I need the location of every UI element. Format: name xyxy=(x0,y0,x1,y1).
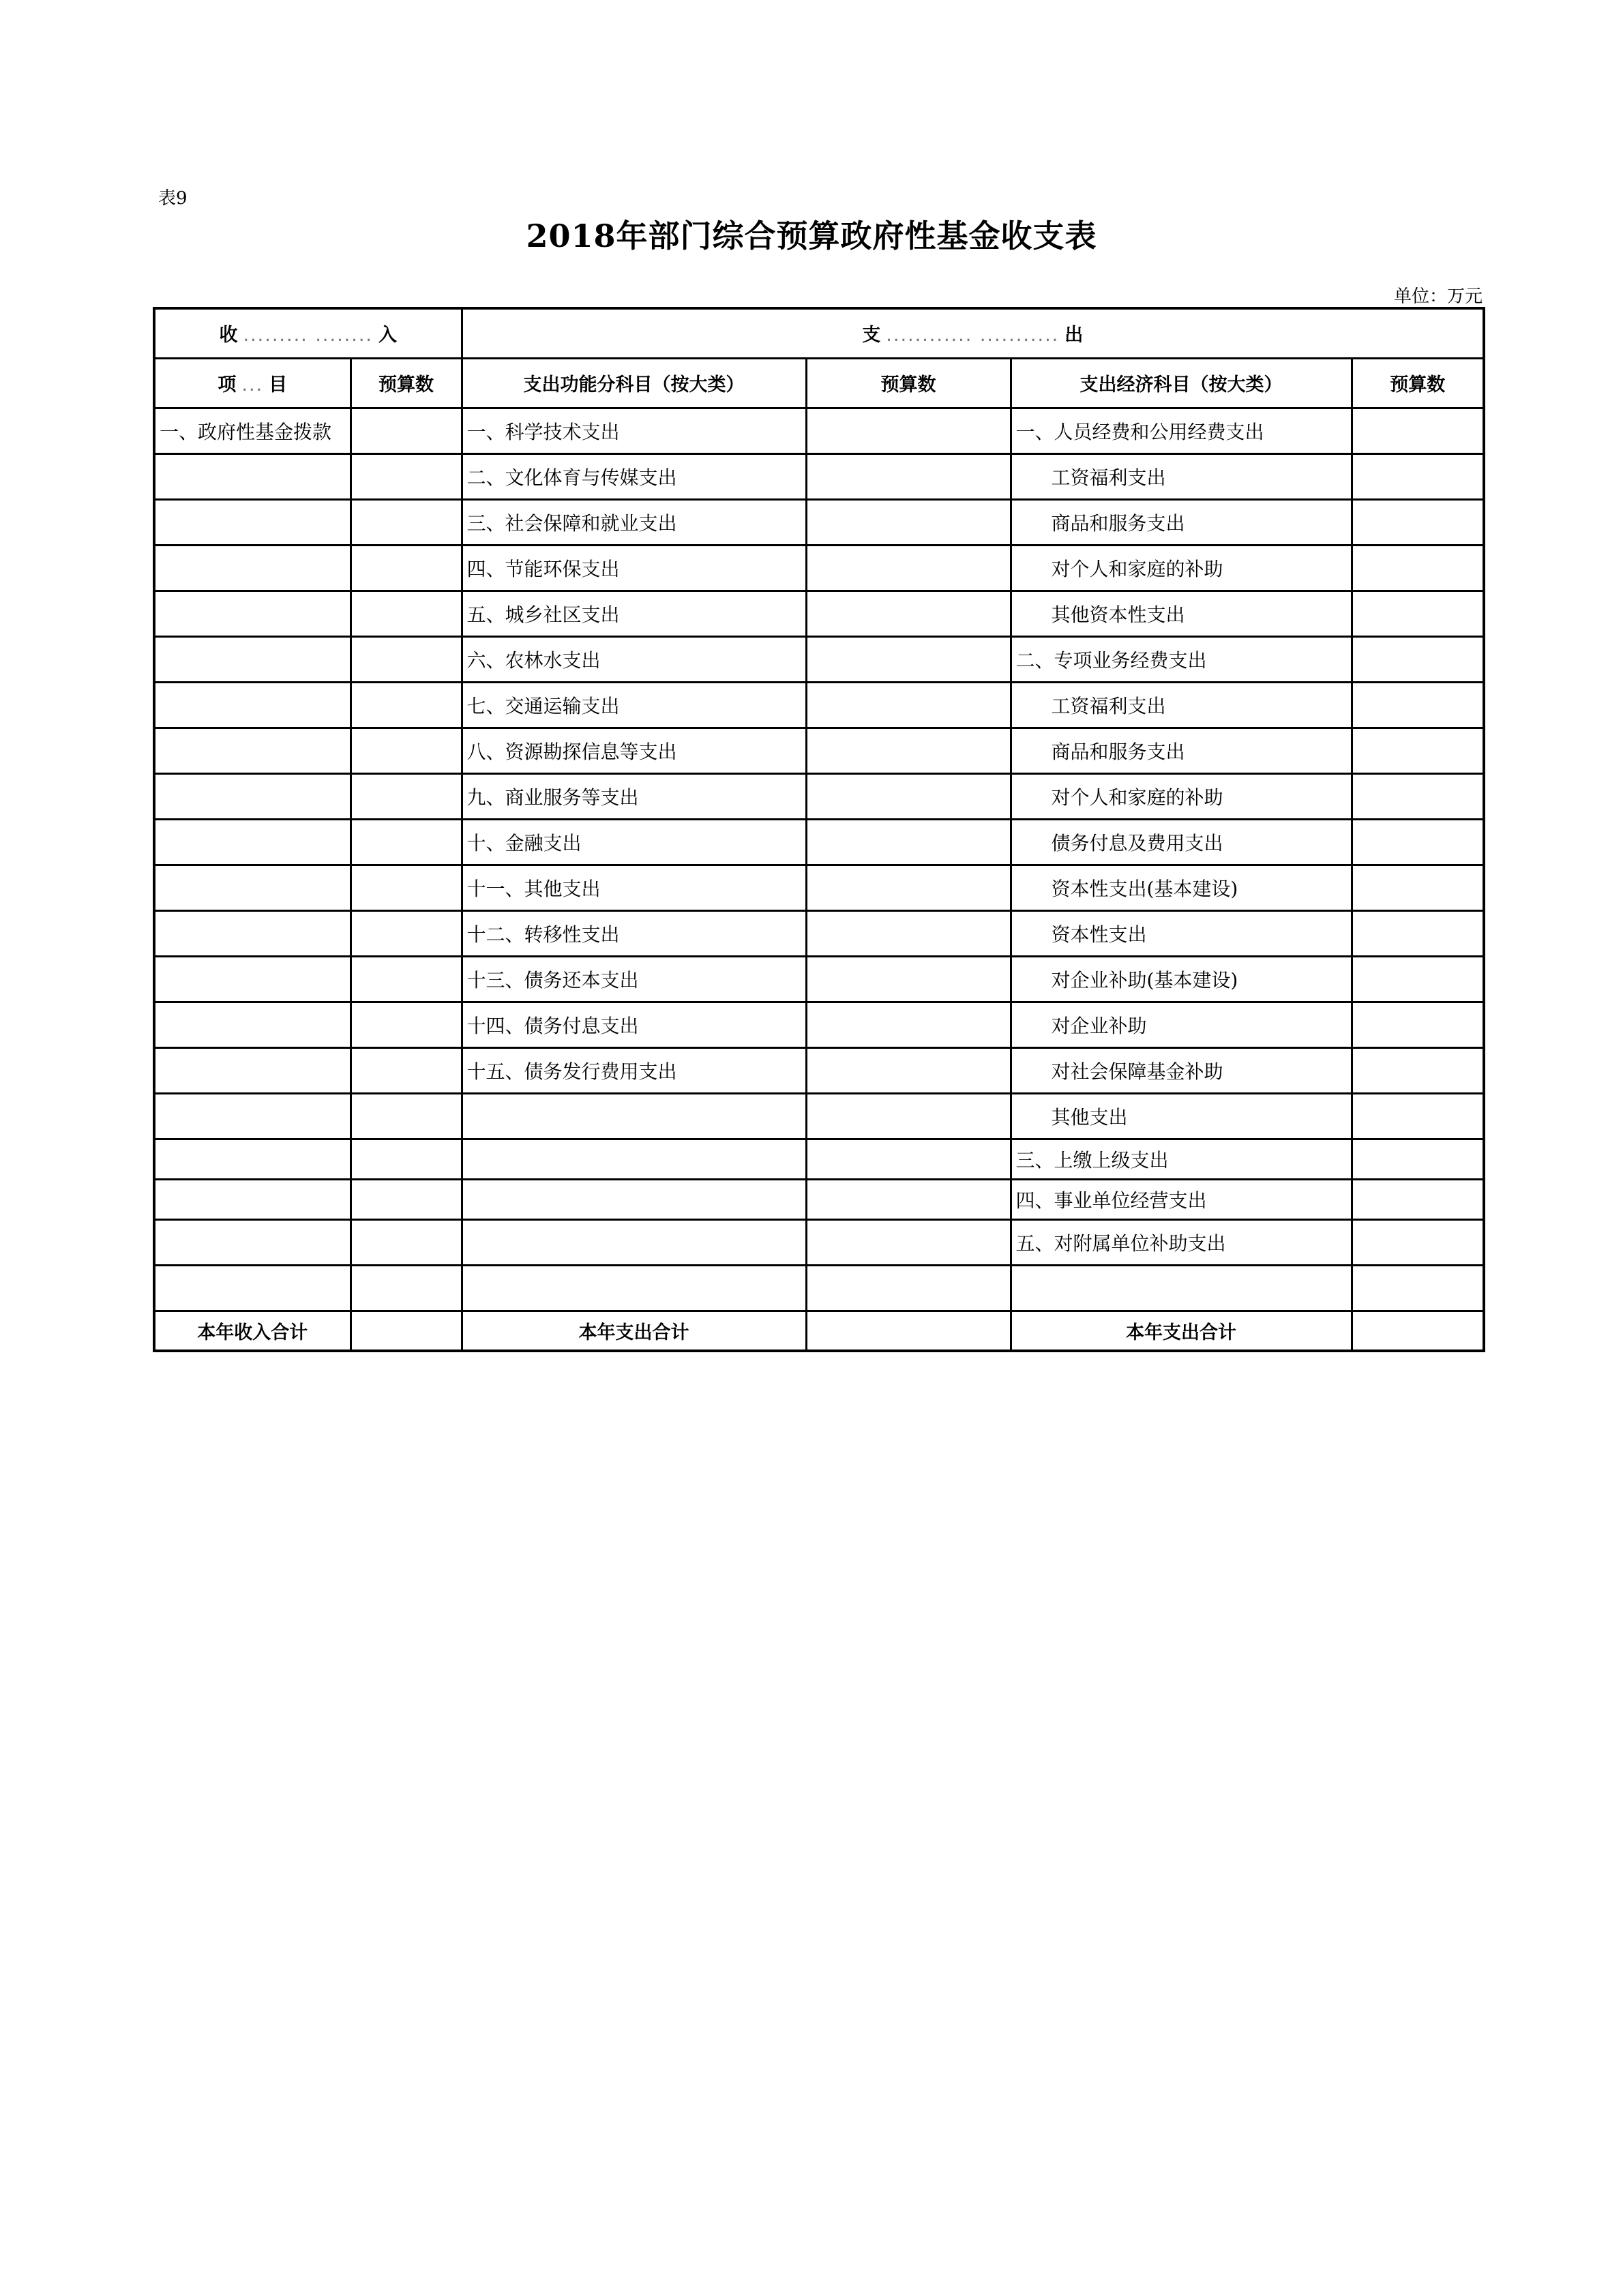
item-cell xyxy=(154,682,351,728)
table-row xyxy=(154,819,1484,865)
budget-income-cell[interactable] xyxy=(351,910,462,956)
unit-label: 单位：万元 xyxy=(1393,286,1483,307)
budget-function-cell[interactable] xyxy=(806,1265,1011,1311)
col-header-budget-income: 预算数 xyxy=(351,358,462,408)
function-cell: 一、科学技术支出 xyxy=(462,408,806,453)
table-row xyxy=(154,865,1484,910)
table-row xyxy=(154,1265,1484,1311)
budget-economic-cell[interactable] xyxy=(1352,1265,1484,1311)
budget-income-cell[interactable] xyxy=(351,545,462,591)
function-cell: 六、农林水支出 xyxy=(462,636,806,682)
budget-function-cell[interactable] xyxy=(806,1047,1011,1093)
item-cell xyxy=(154,819,351,865)
budget-function-cell[interactable] xyxy=(806,1139,1011,1179)
economic-cell: 三、上缴上级支出 xyxy=(1011,1139,1352,1179)
budget-economic-cell[interactable] xyxy=(1352,1139,1484,1179)
budget-income-cell[interactable] xyxy=(351,682,462,728)
function-cell: 二、文化体育与传媒支出 xyxy=(462,453,806,499)
item-cell xyxy=(154,1265,351,1311)
function-cell: 五、城乡社区支出 xyxy=(462,591,806,636)
economic-total-label: 本年支出合计 xyxy=(1011,1311,1352,1351)
function-cell xyxy=(462,1179,806,1219)
budget-economic-cell[interactable] xyxy=(1352,682,1484,728)
table-row xyxy=(154,773,1484,819)
economic-cell: 对个人和家庭的补助 xyxy=(1011,773,1352,819)
item-cell xyxy=(154,956,351,1002)
col-header-budget-function: 预算数 xyxy=(806,358,1011,408)
item-cell xyxy=(154,728,351,773)
economic-cell: 对个人和家庭的补助 xyxy=(1011,545,1352,591)
budget-income-cell[interactable] xyxy=(351,1265,462,1311)
function-total-value[interactable] xyxy=(806,1311,1011,1351)
function-cell: 九、商业服务等支出 xyxy=(462,773,806,819)
function-cell: 十三、债务还本支出 xyxy=(462,956,806,1002)
function-cell: 十一、其他支出 xyxy=(462,865,806,910)
budget-economic-cell[interactable] xyxy=(1352,591,1484,636)
function-cell xyxy=(462,1093,806,1139)
table-number: 表9 xyxy=(158,188,188,209)
item-cell xyxy=(154,453,351,499)
budget-economic-cell[interactable] xyxy=(1352,499,1484,545)
budget-function-cell[interactable] xyxy=(806,499,1011,545)
budget-income-cell[interactable] xyxy=(351,499,462,545)
table-row xyxy=(154,682,1484,728)
economic-cell: 商品和服务支出 xyxy=(1011,728,1352,773)
economic-cell: 其他支出 xyxy=(1011,1093,1352,1139)
budget-function-cell[interactable] xyxy=(806,545,1011,591)
economic-cell: 债务付息及费用支出 xyxy=(1011,819,1352,865)
budget-economic-cell[interactable] xyxy=(1352,819,1484,865)
budget-income-cell[interactable] xyxy=(351,1002,462,1047)
economic-cell: 五、对附属单位补助支出 xyxy=(1011,1219,1352,1265)
budget-income-cell[interactable] xyxy=(351,956,462,1002)
budget-economic-cell[interactable] xyxy=(1352,728,1484,773)
item-cell xyxy=(154,773,351,819)
budget-economic-cell[interactable] xyxy=(1352,1002,1484,1047)
income-group-header: 收 ......... ........ 入 xyxy=(154,308,462,358)
item-cell: 一、政府性基金拨款 xyxy=(154,408,351,453)
item-cell xyxy=(154,636,351,682)
table-row xyxy=(154,1093,1484,1139)
table-row xyxy=(154,499,1484,545)
item-cell xyxy=(154,910,351,956)
budget-economic-cell[interactable] xyxy=(1352,1219,1484,1265)
budget-economic-cell[interactable] xyxy=(1352,1093,1484,1139)
total-row xyxy=(154,1311,1484,1351)
budget-income-cell[interactable] xyxy=(351,728,462,773)
budget-income-cell[interactable] xyxy=(351,591,462,636)
budget-income-cell[interactable] xyxy=(351,1179,462,1219)
budget-income-cell[interactable] xyxy=(351,636,462,682)
table-row xyxy=(154,1047,1484,1093)
table-row xyxy=(154,728,1484,773)
budget-economic-cell[interactable] xyxy=(1352,910,1484,956)
table-row xyxy=(154,636,1484,682)
budget-income-cell[interactable] xyxy=(351,1047,462,1093)
table-row xyxy=(154,956,1484,1002)
budget-function-cell[interactable] xyxy=(806,773,1011,819)
item-cell xyxy=(154,1179,351,1219)
budget-function-cell[interactable] xyxy=(806,728,1011,773)
function-cell: 三、社会保障和就业支出 xyxy=(462,499,806,545)
budget-economic-cell[interactable] xyxy=(1352,408,1484,453)
col-header-function: 支出功能分科目（按大类） xyxy=(462,358,806,408)
budget-income-cell[interactable] xyxy=(351,1093,462,1139)
function-cell: 四、节能环保支出 xyxy=(462,545,806,591)
item-cell xyxy=(154,1219,351,1265)
function-cell xyxy=(462,1139,806,1179)
function-cell xyxy=(462,1219,806,1265)
function-total-label: 本年支出合计 xyxy=(462,1311,806,1351)
budget-income-cell[interactable] xyxy=(351,865,462,910)
table-row xyxy=(154,591,1484,636)
col-header-economic: 支出经济科目（按大类） xyxy=(1011,358,1352,408)
table-row xyxy=(154,545,1484,591)
budget-economic-cell[interactable] xyxy=(1352,1047,1484,1093)
function-cell xyxy=(462,1265,806,1311)
budget-function-cell[interactable] xyxy=(806,1219,1011,1265)
function-cell: 十、金融支出 xyxy=(462,819,806,865)
budget-economic-cell[interactable] xyxy=(1352,453,1484,499)
item-cell xyxy=(154,499,351,545)
budget-income-cell[interactable] xyxy=(351,1139,462,1179)
function-cell: 十二、转移性支出 xyxy=(462,910,806,956)
budget-function-cell[interactable] xyxy=(806,910,1011,956)
economic-cell: 其他资本性支出 xyxy=(1011,591,1352,636)
budget-function-cell[interactable] xyxy=(806,636,1011,682)
item-cell xyxy=(154,545,351,591)
table-row xyxy=(154,1219,1484,1265)
table-row xyxy=(154,1139,1484,1179)
income-total-value[interactable] xyxy=(351,1311,462,1351)
budget-economic-cell[interactable] xyxy=(1352,865,1484,910)
header-row-group xyxy=(154,308,1484,358)
budget-function-cell[interactable] xyxy=(806,682,1011,728)
income-total-label: 本年收入合计 xyxy=(154,1311,351,1351)
item-cell xyxy=(154,1139,351,1179)
budget-function-cell[interactable] xyxy=(806,1002,1011,1047)
budget-income-cell[interactable] xyxy=(351,408,462,453)
budget-economic-cell[interactable] xyxy=(1352,1179,1484,1219)
item-cell xyxy=(154,1093,351,1139)
table-row xyxy=(154,1179,1484,1219)
table-row xyxy=(154,408,1484,453)
budget-economic-cell[interactable] xyxy=(1352,545,1484,591)
function-cell: 七、交通运输支出 xyxy=(462,682,806,728)
budget-function-cell[interactable] xyxy=(806,956,1011,1002)
economic-cell: 一、人员经费和公用经费支出 xyxy=(1011,408,1352,453)
budget-function-cell[interactable] xyxy=(806,1179,1011,1219)
table-body xyxy=(154,408,1484,1311)
economic-cell: 对企业补助(基本建设) xyxy=(1011,956,1352,1002)
budget-income-cell[interactable] xyxy=(351,453,462,499)
economic-cell: 对企业补助 xyxy=(1011,1002,1352,1047)
economic-cell: 资本性支出 xyxy=(1011,910,1352,956)
item-cell xyxy=(154,865,351,910)
budget-function-cell[interactable] xyxy=(806,591,1011,636)
expense-group-header: 支 ............ ........... 出 xyxy=(462,308,1484,358)
economic-cell xyxy=(1011,1265,1352,1311)
budget-economic-cell[interactable] xyxy=(1352,636,1484,682)
budget-function-cell[interactable] xyxy=(806,819,1011,865)
item-cell xyxy=(154,1047,351,1093)
table-row xyxy=(154,453,1484,499)
budget-income-cell[interactable] xyxy=(351,1219,462,1265)
economic-cell: 二、专项业务经费支出 xyxy=(1011,636,1352,682)
header-row-columns xyxy=(154,358,1484,408)
budget-economic-cell[interactable] xyxy=(1352,773,1484,819)
fund-budget-table xyxy=(153,307,1485,1352)
economic-cell: 对社会保障基金补助 xyxy=(1011,1047,1352,1093)
economic-cell: 商品和服务支出 xyxy=(1011,499,1352,545)
col-header-item: 项 ... 目 xyxy=(154,358,351,408)
budget-income-cell[interactable] xyxy=(351,819,462,865)
table-row xyxy=(154,1002,1484,1047)
function-cell: 八、资源勘探信息等支出 xyxy=(462,728,806,773)
col-header-budget-economic: 预算数 xyxy=(1352,358,1484,408)
budget-function-cell[interactable] xyxy=(806,865,1011,910)
budget-income-cell[interactable] xyxy=(351,773,462,819)
item-cell xyxy=(154,591,351,636)
function-cell: 十五、债务发行费用支出 xyxy=(462,1047,806,1093)
economic-cell: 工资福利支出 xyxy=(1011,453,1352,499)
item-cell xyxy=(154,1002,351,1047)
budget-function-cell[interactable] xyxy=(806,453,1011,499)
economic-total-value[interactable] xyxy=(1352,1311,1484,1351)
budget-function-cell[interactable] xyxy=(806,1093,1011,1139)
economic-cell: 资本性支出(基本建设) xyxy=(1011,865,1352,910)
page-title: 2018年部门综合预算政府性基金收支表 xyxy=(526,218,1097,254)
function-cell: 十四、债务付息支出 xyxy=(462,1002,806,1047)
budget-function-cell[interactable] xyxy=(806,408,1011,453)
economic-cell: 工资福利支出 xyxy=(1011,682,1352,728)
economic-cell: 四、事业单位经营支出 xyxy=(1011,1179,1352,1219)
budget-economic-cell[interactable] xyxy=(1352,956,1484,1002)
table-row xyxy=(154,910,1484,956)
